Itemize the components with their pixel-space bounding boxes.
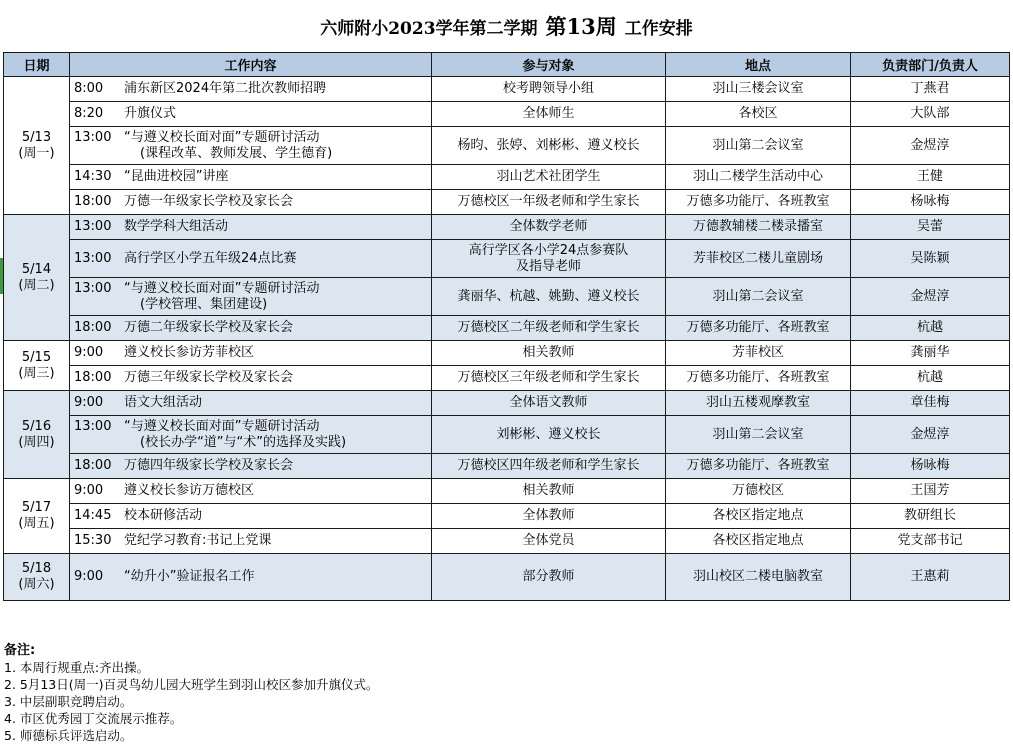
participants-text: 万德校区三年级老师和学生家长: [457, 370, 640, 385]
table-row: [4, 504, 1010, 529]
task-text: “昆曲进校园”讲座: [124, 169, 229, 184]
participants-text: 相关教师: [522, 483, 575, 498]
owner-cell: 杭越: [851, 316, 1010, 341]
date-text: 5/14: [21, 261, 52, 277]
participants-cell: [432, 77, 666, 102]
participants-cell: [432, 554, 666, 601]
task-text: “与遵义校长面对面”专题研讨活动: [124, 129, 320, 145]
weekday-text: (周五): [18, 516, 55, 531]
participants-cell: [432, 127, 666, 165]
schedule-table: [3, 52, 1010, 601]
task-content: [124, 169, 228, 185]
task-time: 13:00: [74, 418, 112, 434]
participants-text: 全体师生: [522, 106, 575, 121]
participants-cell: [432, 102, 666, 127]
task-text: 党纪学习教育:书记上党课: [124, 533, 272, 548]
participants-cell: [432, 341, 666, 366]
task-content: [124, 569, 254, 585]
header-participants: 参与对象: [432, 53, 666, 77]
participants-cell: [432, 240, 666, 278]
task-subtext: (学校管理、集团建设): [140, 296, 268, 312]
owner-cell: 金煜淳: [851, 127, 1010, 165]
owner-cell: 吴陈颖: [851, 240, 1010, 278]
location-cell: 各校区指定地点: [666, 529, 851, 554]
participants-text: 龚丽华、杭越、姚勤、遵义校长: [457, 288, 640, 304]
participants-cell: [432, 529, 666, 554]
participants-cell: [432, 479, 666, 504]
task-cell: [70, 278, 432, 316]
weekday-text: (周三): [18, 365, 55, 381]
table-row: [4, 341, 1010, 366]
table-row: [4, 416, 1010, 454]
table-row: [4, 127, 1010, 165]
table-row: [4, 454, 1010, 479]
location-cell: 羽山五楼观摩教室: [666, 391, 851, 416]
task-cell: [70, 240, 432, 278]
task-content: [124, 106, 176, 122]
task-text: 万德四年级家长学校及家长会: [124, 458, 294, 473]
date-text: 5/17: [21, 500, 52, 515]
note-item: 5. 师德标兵评选启动。: [4, 728, 133, 743]
task-cell: [70, 554, 432, 601]
participants-text: 全体语文教师: [509, 395, 588, 410]
task-time: 15:30: [74, 533, 112, 548]
task-time: 13:00: [74, 219, 112, 234]
task-cell: [70, 366, 432, 391]
table-row: [4, 190, 1010, 215]
title-part3: 工作安排: [624, 18, 693, 39]
participants-cell: [432, 391, 666, 416]
task-time: 18:00: [74, 370, 112, 385]
notes-title: 备注:: [4, 643, 36, 658]
header-task: 工作内容: [70, 53, 432, 77]
date-cell: [4, 479, 70, 554]
task-cell: [70, 127, 432, 165]
task-text: 遵义校长参访万德校区: [124, 483, 255, 498]
task-text: 遵义校长参访芳菲校区: [124, 345, 255, 360]
task-time: 18:00: [74, 194, 112, 209]
participants-text: 万德校区四年级老师和学生家长: [457, 458, 640, 473]
task-subtext: (课程改革、教师发展、学生德育): [140, 145, 333, 161]
task-time: 9:00: [74, 395, 104, 410]
participants-cell: [432, 278, 666, 316]
owner-cell: 金煜淳: [851, 416, 1010, 454]
task-time: 13:00: [74, 250, 112, 266]
note-item: 3. 中层副职竞聘启动。: [4, 694, 133, 709]
task-content: [124, 194, 293, 210]
task-cell: [70, 77, 432, 102]
participants-cell: [432, 215, 666, 240]
task-cell: [70, 454, 432, 479]
location-cell: 各校区指定地点: [666, 504, 851, 529]
owner-cell: 杨咏梅: [851, 190, 1010, 215]
header-row: [4, 53, 1010, 77]
owner-cell: 吴蕾: [851, 215, 1010, 240]
participants-cell: [432, 454, 666, 479]
owner-cell: 龚丽华: [851, 341, 1010, 366]
date-cell: [4, 391, 70, 479]
task-cell: [70, 316, 432, 341]
owner-cell: 王国芳: [851, 479, 1010, 504]
task-content: [124, 130, 332, 162]
participants-text: 全体教师: [522, 508, 575, 523]
owner-cell: 教研组长: [851, 504, 1010, 529]
owner-cell: 大队部: [851, 102, 1010, 127]
task-text: 数学学科大组活动: [124, 219, 229, 234]
task-time: 9:00: [74, 569, 104, 584]
task-text: 升旗仪式: [124, 106, 177, 121]
date-cell: [4, 77, 70, 215]
participants-text: 杨昀、张婷、刘彬彬、遵义校长: [457, 137, 640, 153]
location-cell: 万德教辅楼二楼录播室: [666, 215, 851, 240]
task-text: “与遵义校长面对面”专题研讨活动: [124, 280, 320, 296]
table-row: [4, 102, 1010, 127]
task-content: [124, 320, 293, 336]
task-time: 9:00: [74, 345, 104, 360]
task-cell: [70, 504, 432, 529]
task-cell: [70, 391, 432, 416]
location-cell: 各校区: [666, 102, 851, 127]
table-row: [4, 165, 1010, 190]
task-text: 浦东新区2024年第二批次教师招聘: [124, 81, 327, 96]
task-cell: [70, 102, 432, 127]
note-item: 4. 市区优秀园丁交流展示推荐。: [4, 711, 183, 726]
task-time: 8:00: [74, 81, 104, 96]
participants-cell: [432, 316, 666, 341]
location-cell: 芳菲校区二楼儿童剧场: [666, 240, 851, 278]
task-content: [124, 483, 254, 499]
task-time: 8:20: [74, 106, 104, 121]
location-cell: 万德多功能厅、各班教室: [666, 366, 851, 391]
participants-cell: [432, 416, 666, 454]
owner-cell: 金煜淳: [851, 278, 1010, 316]
participants-cell: [432, 504, 666, 529]
owner-cell: 党支部书记: [851, 529, 1010, 554]
location-cell: 万德多功能厅、各班教室: [666, 316, 851, 341]
task-time: 13:00: [74, 280, 112, 296]
date-cell: [4, 554, 70, 601]
participants-text: 高行学区各小学24点参赛队: [468, 242, 629, 258]
note-item: 1. 本周行规重点:齐出操。: [4, 660, 150, 675]
task-content: [124, 345, 254, 361]
location-cell: 羽山校区二楼电脑教室: [666, 554, 851, 601]
task-text: 高行学区小学五年级24点比赛: [124, 250, 297, 266]
task-content: [124, 81, 326, 97]
task-cell: [70, 341, 432, 366]
task-content: [124, 458, 293, 474]
task-cell: [70, 215, 432, 240]
task-content: [124, 419, 346, 451]
task-content: [124, 395, 202, 411]
participants-cell: [432, 165, 666, 190]
page-title: [0, 0, 1013, 52]
task-text: 万德三年级家长学校及家长会: [124, 370, 294, 385]
note-item: 2. 5月13日(周一)百灵鸟幼儿园大班学生到羽山校区参加升旗仪式。: [4, 677, 379, 692]
task-cell: [70, 479, 432, 504]
location-cell: 羽山第二会议室: [666, 127, 851, 165]
task-text: 语文大组活动: [124, 395, 203, 410]
location-cell: 万德校区: [666, 479, 851, 504]
task-time: 18:00: [74, 320, 112, 335]
task-text: “幼升小”验证报名工作: [124, 569, 255, 584]
task-cell: [70, 529, 432, 554]
task-cell: [70, 190, 432, 215]
table-row: [4, 316, 1010, 341]
participants-text: 校考聘领导小组: [502, 81, 594, 96]
table-row: [4, 77, 1010, 102]
participants-text: 相关教师: [522, 345, 575, 360]
participants-text: 部分教师: [522, 569, 575, 584]
owner-cell: 杭越: [851, 366, 1010, 391]
task-text: “与遵义校长面对面”专题研讨活动: [124, 418, 320, 434]
participants-text: 全体党员: [522, 533, 575, 548]
date-cell: [4, 215, 70, 341]
table-row: [4, 240, 1010, 278]
task-time: 9:00: [74, 483, 104, 498]
task-content: [124, 281, 319, 313]
owner-cell: 王健: [851, 165, 1010, 190]
table-row: [4, 366, 1010, 391]
task-time: 14:45: [74, 508, 112, 523]
owner-cell: 王惠莉: [851, 554, 1010, 601]
task-content: [124, 370, 293, 386]
weekday-text: (周六): [18, 577, 55, 592]
task-time: 18:00: [74, 458, 112, 473]
notes: [4, 642, 1004, 744]
title-week: 第13周: [545, 14, 617, 39]
owner-cell: 杨咏梅: [851, 454, 1010, 479]
date-text: 5/15: [21, 349, 52, 365]
participants-text-2: 及指导老师: [515, 258, 581, 274]
location-cell: 羽山第二会议室: [666, 416, 851, 454]
task-subtext: (校长办学“道”与“术”的选择及实践): [140, 434, 347, 450]
table-row: [4, 215, 1010, 240]
weekday-text: (周二): [18, 277, 55, 293]
task-cell: [70, 416, 432, 454]
table-row: [4, 278, 1010, 316]
participants-text: 羽山艺术社团学生: [496, 169, 601, 184]
task-cell: [70, 165, 432, 190]
title-part1: 六师附小2023学年第二学期: [320, 18, 538, 39]
task-text: 万德一年级家长学校及家长会: [124, 194, 294, 209]
owner-cell: 章佳梅: [851, 391, 1010, 416]
participants-text: 万德校区一年级老师和学生家长: [457, 194, 640, 209]
weekday-text: (周四): [18, 434, 55, 450]
table-row: [4, 529, 1010, 554]
task-text: 校本研修活动: [124, 508, 203, 523]
table-row: [4, 554, 1010, 601]
owner-cell: 丁燕君: [851, 77, 1010, 102]
participants-cell: [432, 190, 666, 215]
task-content: [124, 508, 202, 524]
participants-text: 刘彬彬、遵义校长: [496, 426, 601, 442]
task-content: [124, 533, 271, 549]
location-cell: 芳菲校区: [666, 341, 851, 366]
participants-text: 全体数学老师: [509, 219, 588, 234]
task-time: 14:30: [74, 169, 112, 184]
location-cell: 羽山第二会议室: [666, 278, 851, 316]
task-content: [124, 219, 228, 235]
participants-cell: [432, 366, 666, 391]
task-time: 13:00: [74, 129, 112, 145]
weekday-text: (周一): [18, 145, 55, 161]
header-owner: 负责部门/负责人: [851, 53, 1010, 77]
location-cell: 万德多功能厅、各班教室: [666, 454, 851, 479]
header-date: 日期: [4, 53, 70, 77]
location-cell: 羽山二楼学生活动中心: [666, 165, 851, 190]
date-text: 5/16: [21, 418, 52, 434]
location-cell: 万德多功能厅、各班教室: [666, 190, 851, 215]
task-text: 万德二年级家长学校及家长会: [124, 320, 294, 335]
date-cell: [4, 341, 70, 391]
task-content: [124, 251, 297, 267]
location-cell: 羽山三楼会议室: [666, 77, 851, 102]
header-location: 地点: [666, 53, 851, 77]
table-row: [4, 479, 1010, 504]
table-row: [4, 391, 1010, 416]
date-text: 5/13: [21, 129, 52, 145]
participants-text: 万德校区二年级老师和学生家长: [457, 320, 640, 335]
date-text: 5/18: [21, 561, 52, 576]
